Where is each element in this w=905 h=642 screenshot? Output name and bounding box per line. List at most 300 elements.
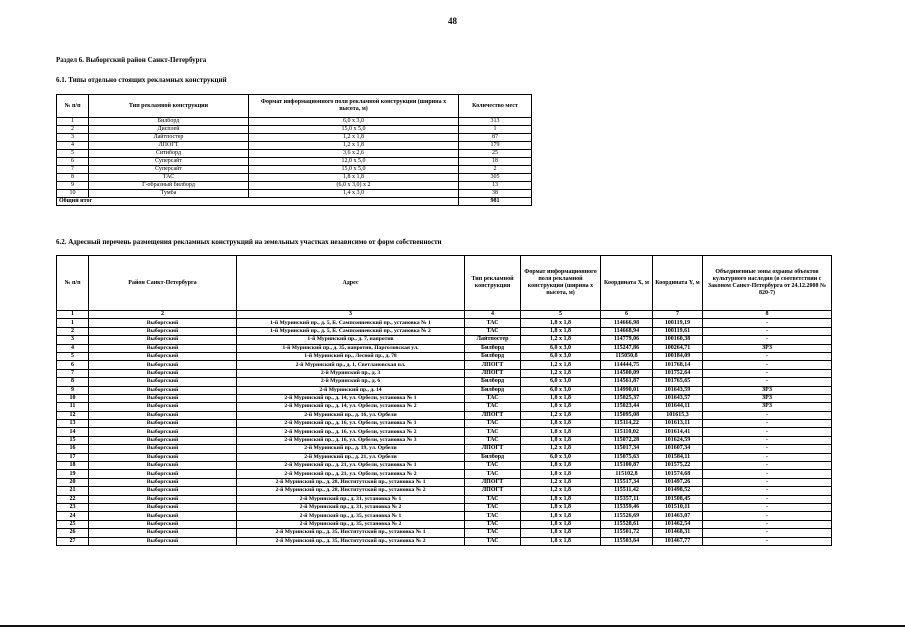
table-row <box>57 403 832 411</box>
table-cell: 101574,68 <box>653 470 703 478</box>
table-row <box>57 158 532 166</box>
total-label: Общий итог <box>57 198 459 206</box>
table-cell: 5 <box>57 352 89 360</box>
table-cell: ТАС <box>465 529 521 537</box>
table-cell: 12,0 x 5,0 <box>249 158 459 166</box>
table-cell: 1 <box>57 118 89 126</box>
table-cell: 1,2 x 1,8 <box>249 142 459 150</box>
table-cell: 1,4 x 3,0 <box>249 190 459 198</box>
table-cell: 101624,59 <box>653 436 703 444</box>
column-header: Адрес <box>237 256 465 311</box>
section-title: Раздел 6. Выборгский район Санкт-Петербурга <box>56 56 207 64</box>
table-cell: Выборгский <box>89 503 237 511</box>
table-cell: 115359,46 <box>601 503 653 511</box>
table-cell: 15,0 x 5,0 <box>249 166 459 174</box>
table-cell: 313 <box>459 118 532 126</box>
table-cell: Билборд <box>465 453 521 461</box>
table-cell: 1,8 x 1,8 <box>521 503 601 511</box>
table-cell: 1-й Муринский пр., д. 5, Б. Сампсониевский пр., установка № 1 <box>237 319 465 327</box>
table-cell: 2-й Муринский пр., д. 35, Институтский пр., установка № 1 <box>237 529 465 537</box>
table-cell: 1,8 x 1,8 <box>521 319 601 327</box>
table-cell: 27 <box>57 537 89 545</box>
table-cell: - <box>703 336 832 344</box>
table-cell: Выборгский <box>89 495 237 503</box>
table-cell: 115114,22 <box>601 420 653 428</box>
table-cell: ТАС <box>465 462 521 470</box>
table-cell: - <box>703 512 832 520</box>
table-cell: ТАС <box>465 503 521 511</box>
table-cell: 1,2 x 1,8 <box>521 487 601 495</box>
table-cell: 1,8 x 1,8 <box>521 537 601 545</box>
table-cell: 2-й Муринский пр., д. 16, ул. Орбели, установка № 1 <box>237 420 465 428</box>
table-cell: 101584,11 <box>653 453 703 461</box>
table-cell: - <box>703 537 832 545</box>
table-cell: 19 <box>57 470 89 478</box>
table-cell: 2-й Муринский пр., д. 31, установка № 2 <box>237 503 465 511</box>
table-cell: ТАС <box>465 495 521 503</box>
table-cell: 2 <box>57 327 89 335</box>
table-cell: 21 <box>57 487 89 495</box>
table-body <box>57 319 832 546</box>
table-cell: Лайтпостер <box>465 336 521 344</box>
table-cell: Выборгский <box>89 420 237 428</box>
table-cell: 101462,54 <box>653 520 703 528</box>
table-cell: 11 <box>57 403 89 411</box>
table-cell: 1,8 x 1,8 <box>521 394 601 402</box>
table-cell: 24 <box>57 512 89 520</box>
table-cell: 2 <box>57 126 89 134</box>
table-cell: - <box>703 352 832 360</box>
column-header: Тип рекламной конструкции <box>465 256 521 311</box>
table-row <box>57 166 532 174</box>
table-cell: 1 <box>459 126 532 134</box>
table-cell: ТАС <box>465 420 521 428</box>
table-cell: - <box>703 520 832 528</box>
table-cell: 1,2 x 1,8 <box>521 361 601 369</box>
table-cell: ТАС <box>465 436 521 444</box>
table-cell: - <box>703 445 832 453</box>
table-cell: 14 <box>57 428 89 436</box>
table-cell: Г-образный билборд <box>89 182 249 190</box>
table-cell: 15,0 x 5,0 <box>249 126 459 134</box>
table-cell: 115528,61 <box>601 520 653 528</box>
table-cell: 6 <box>57 361 89 369</box>
table-cell: 1-й Муринский пр., д. 5, Б. Сампсониевский пр., установка № 2 <box>237 327 465 335</box>
table-cell: 4 <box>57 344 89 352</box>
table-row <box>57 378 832 386</box>
page-number: 48 <box>448 16 457 26</box>
column-number: 5 <box>521 311 601 319</box>
table-cell: 114779,06 <box>601 336 653 344</box>
table-cell: ЗРЗ <box>703 386 832 394</box>
table-cell: 8 <box>57 378 89 386</box>
table-cell: 6,0 x 3,0 <box>521 453 601 461</box>
table-cell: Билборд <box>465 378 521 386</box>
table-row <box>57 520 832 528</box>
table-cell: Дисплей <box>89 126 249 134</box>
table-cell: 3,6 x 2,6 <box>249 150 459 158</box>
table-cell: Выборгский <box>89 470 237 478</box>
table-row <box>57 361 832 369</box>
table-cell: 5 <box>57 150 89 158</box>
column-header: Количество мест <box>459 95 532 118</box>
table-cell: Выборгский <box>89 436 237 444</box>
table-cell: ЗРЗ <box>703 344 832 352</box>
table-cell: 101463,07 <box>653 512 703 520</box>
table-cell: - <box>703 420 832 428</box>
table-cell: Выборгский <box>89 529 237 537</box>
table-row <box>57 369 832 377</box>
table-cell: - <box>703 428 832 436</box>
table-cell: Тумба <box>89 190 249 198</box>
table-row <box>57 428 832 436</box>
table-header-row <box>57 256 832 311</box>
column-number: 4 <box>465 311 521 319</box>
table-cell: - <box>703 529 832 537</box>
table-cell: - <box>703 369 832 377</box>
table-cell: Выборгский <box>89 428 237 436</box>
table-cell: - <box>703 361 832 369</box>
table-row <box>57 386 832 394</box>
table-cell: ТАС <box>465 512 521 520</box>
table-cell: 100119,19 <box>653 319 703 327</box>
column-number: 6 <box>601 311 653 319</box>
table-cell: ЛПОГТ <box>465 411 521 419</box>
table-cell: ТАС <box>465 428 521 436</box>
table-cell: Выборгский <box>89 378 237 386</box>
table-cell: ТАС <box>89 174 249 182</box>
table-cell: 2-й Муринский пр., д. 1, Светлановская пл. <box>237 361 465 369</box>
table-cell: 1,8 x 1,8 <box>521 403 601 411</box>
table-cell: 1,8 x 1,8 <box>521 327 601 335</box>
table-cell: 101615,3 <box>653 411 703 419</box>
table-cell: 1 <box>57 319 89 327</box>
table-cell: 1,8 x 1,8 <box>521 436 601 444</box>
table-row <box>57 134 532 142</box>
table-cell: 100119,61 <box>653 327 703 335</box>
table-cell: 2-й Муринский пр., д. 14, ул. Орбели, установка № 1 <box>237 394 465 402</box>
table-row <box>57 487 832 495</box>
table-cell: Выборгский <box>89 361 237 369</box>
column-header: Формат информационного поля рекламной конструкции (ширина x высота, м) <box>521 256 601 311</box>
table-cell: Выборгский <box>89 369 237 377</box>
table-cell: 10 <box>57 190 89 198</box>
table-cell: 100184,09 <box>653 352 703 360</box>
table-cell: ЗРЗ <box>703 403 832 411</box>
table-cell: 2-й Муринский пр., д. 16, ул. Орбели, установка № 2 <box>237 428 465 436</box>
table-cell: 115050,8 <box>601 352 653 360</box>
table-cell: 25 <box>459 150 532 158</box>
table-cell: 101575,22 <box>653 462 703 470</box>
table-row <box>57 344 832 352</box>
table-row <box>57 150 532 158</box>
table-cell: 1,8 x 1,8 <box>521 520 601 528</box>
table-cell: ЛПОГТ <box>465 445 521 453</box>
table-cell: 101765,65 <box>653 378 703 386</box>
table-cell: Суперсайт <box>89 166 249 174</box>
table-cell: 2-й Муринский пр., д. 16, ул. Орбели, установка № 3 <box>237 436 465 444</box>
column-header: Формат информационного поля рекламной конструкции (ширина x высота, м) <box>249 95 459 118</box>
table-cell: 114444,75 <box>601 361 653 369</box>
table-row <box>57 352 832 360</box>
table-cell: 115526,69 <box>601 512 653 520</box>
table-row <box>57 336 832 344</box>
total-value: 981 <box>459 198 532 206</box>
table-cell: - <box>703 470 832 478</box>
table-cell: 4 <box>57 142 89 150</box>
column-number: 2 <box>89 311 237 319</box>
table-cell: 114666,98 <box>601 319 653 327</box>
table-cell: 23 <box>57 503 89 511</box>
table-cell: 2-й Муринский пр., д. 35, Институтский пр., установка № 2 <box>237 537 465 545</box>
table-cell: 7 <box>57 369 89 377</box>
table-cell: 101510,11 <box>653 503 703 511</box>
table-cell: ТАС <box>465 470 521 478</box>
table-cell: 2-й Муринский пр., д. 31, установка № 1 <box>237 495 465 503</box>
table-cell: (6,0 x 3,0) x 2 <box>249 182 459 190</box>
table-cell: Билборд <box>465 386 521 394</box>
table-cell: Выборгский <box>89 352 237 360</box>
table-row <box>57 319 832 327</box>
table-cell: 115102,8 <box>601 470 653 478</box>
table-row <box>57 445 832 453</box>
table-row <box>57 537 832 545</box>
table-cell: 1,2 x 1,8 <box>521 336 601 344</box>
table-row <box>57 503 832 511</box>
table-row <box>57 453 832 461</box>
subsection-1-title: 6.1. Типы отдельно стоящих рекламных конструкций <box>56 76 227 84</box>
table-cell: Выборгский <box>89 478 237 486</box>
table-cell: 8 <box>57 174 89 182</box>
table-cell: 7 <box>57 166 89 174</box>
table-row <box>57 394 832 402</box>
table-cell: 101468,31 <box>653 529 703 537</box>
table-row <box>57 512 832 520</box>
column-number: 8 <box>703 311 832 319</box>
column-header: № п/п <box>57 256 89 311</box>
table-cell: 101613,11 <box>653 420 703 428</box>
table-cell: 101752,64 <box>653 369 703 377</box>
table-cell: 38 <box>459 190 532 198</box>
table-cell: 1,8 x 1,8 <box>521 512 601 520</box>
table-cell: 179 <box>459 142 532 150</box>
table-cell: 2-й Муринский пр., д. 28, Институтский пр., установка № 2 <box>237 487 465 495</box>
column-number: 3 <box>237 311 465 319</box>
table-cell: 2-й Муринский пр., д. 14, ул. Орбели, установка № 2 <box>237 403 465 411</box>
table-cell: 6,0 x 3,0 <box>521 386 601 394</box>
table-cell: 16 <box>57 445 89 453</box>
table-cell: 22 <box>57 495 89 503</box>
table-cell: Выборгский <box>89 336 237 344</box>
table-cell: 101644,11 <box>653 403 703 411</box>
table-body <box>57 118 532 198</box>
table-row <box>57 495 832 503</box>
table-row <box>57 478 832 486</box>
table-cell: Суперсайт <box>89 158 249 166</box>
table-cell: ТАС <box>465 403 521 411</box>
table-cell: ТАС <box>465 327 521 335</box>
table-cell: Выборгский <box>89 319 237 327</box>
table-cell: Билборд <box>465 352 521 360</box>
table-cell: 1,2 x 1,8 <box>249 134 459 142</box>
table-cell: - <box>703 495 832 503</box>
table-cell: 1,2 x 1,8 <box>521 445 601 453</box>
table-cell: 2-й Муринский пр., д. 6 <box>237 378 465 386</box>
table-row <box>57 190 532 198</box>
table-cell: 2-й Муринский пр., д. 21, ул. Орбели, установка № 1 <box>237 462 465 470</box>
table-cell: ЛПОГТ <box>465 361 521 369</box>
column-number: 1 <box>57 311 89 319</box>
table-cell: 1,2 x 1,8 <box>521 369 601 377</box>
column-header: Тип рекламной конструкции <box>89 95 249 118</box>
table-cell: 87 <box>459 134 532 142</box>
table-cell: Выборгский <box>89 453 237 461</box>
table-cell: 115095,08 <box>601 411 653 419</box>
table-cell: 115501,72 <box>601 529 653 537</box>
table-row <box>57 462 832 470</box>
table-cell: 2-й Муринский пр., д. 35, установка № 1 <box>237 512 465 520</box>
table-cell: Ситиборд <box>89 150 249 158</box>
table-cell: Выборгский <box>89 327 237 335</box>
table-cell: 18 <box>459 158 532 166</box>
table-row <box>57 182 532 190</box>
table-cell: 3 <box>57 134 89 142</box>
table-cell: 2-й Муринский пр., д. 28, Институтский пр., установка № 1 <box>237 478 465 486</box>
table-cell: Лайтпостер <box>89 134 249 142</box>
table-cell: 10 <box>57 394 89 402</box>
table-cell: 115075,63 <box>601 453 653 461</box>
table-cell: 15 <box>57 436 89 444</box>
table-cell: 2-й Муринский пр., д. 3 <box>237 369 465 377</box>
table-cell: - <box>703 462 832 470</box>
table-cell: Билборд <box>465 344 521 352</box>
table-cell: ЗРЗ <box>703 394 832 402</box>
table-cell: Выборгский <box>89 520 237 528</box>
table-cell: 6,0 x 3,0 <box>521 352 601 360</box>
table-row <box>57 420 832 428</box>
table-cell: ЛПОГТ <box>465 487 521 495</box>
table-cell: 2-й Муринский пр., д. 16, ул. Орбели <box>237 411 465 419</box>
table-cell: 6,0 x 3,0 <box>521 344 601 352</box>
table-cell: 1,8 x 1,8 <box>521 529 601 537</box>
table-cell: Выборгский <box>89 537 237 545</box>
table-cell: 100264,71 <box>653 344 703 352</box>
table-cell: 115110,02 <box>601 428 653 436</box>
table-cell: 2-й Муринский пр., д. 35, установка № 2 <box>237 520 465 528</box>
table-cell: 101643,59 <box>653 386 703 394</box>
column-header: Район Санкт-Петербурга <box>89 256 237 311</box>
ad-placement-address-table <box>56 255 832 546</box>
table-cell: - <box>703 453 832 461</box>
table-header-row <box>57 95 532 118</box>
subsection-2-title: 6.2. Адресный перечень размещения рекламных конструкций на земельных участках независимо от форм собственности <box>56 238 442 246</box>
table-cell: 1-й Муринский пр., Лесной пр., д. 78 <box>237 352 465 360</box>
table-cell: 1,8 x 1,8 <box>521 470 601 478</box>
table-cell: 115017,34 <box>601 445 653 453</box>
table-cell: Выборгский <box>89 344 237 352</box>
table-cell: 13 <box>57 420 89 428</box>
table-row <box>57 529 832 537</box>
table-cell: 9 <box>57 182 89 190</box>
table-cell: 26 <box>57 529 89 537</box>
table-cell: ТАС <box>465 520 521 528</box>
table-cell: 115503,64 <box>601 537 653 545</box>
ad-structure-types-table <box>56 94 532 206</box>
table-cell: 1-й Муринский пр., д. 7, напротив <box>237 336 465 344</box>
table-cell: ЛПОГТ <box>89 142 249 150</box>
table-row <box>57 411 832 419</box>
column-header: Координата Y, м <box>653 256 703 311</box>
table-cell: 101467,77 <box>653 537 703 545</box>
table-cell: 101768,14 <box>653 361 703 369</box>
total-row <box>57 198 532 206</box>
table-cell: Выборгский <box>89 411 237 419</box>
table-cell: Выборгский <box>89 386 237 394</box>
column-number-row <box>57 311 832 319</box>
table-cell: 101498,52 <box>653 487 703 495</box>
table-cell: 114561,87 <box>601 378 653 386</box>
table-cell: ЛПОГТ <box>465 369 521 377</box>
table-cell: 1,8 x 1,8 <box>521 420 601 428</box>
table-cell: 2 <box>459 166 532 174</box>
table-cell: - <box>703 327 832 335</box>
table-cell: - <box>703 378 832 386</box>
table-cell: Выборгский <box>89 512 237 520</box>
table-cell: Выборгский <box>89 462 237 470</box>
table-cell: 305 <box>459 174 532 182</box>
page-bottom-edge <box>0 625 905 642</box>
table-cell: 115025,37 <box>601 394 653 402</box>
table-cell: 115100,87 <box>601 462 653 470</box>
table-cell: Выборгский <box>89 487 237 495</box>
table-cell: 13 <box>459 182 532 190</box>
column-header: Координата X, м <box>601 256 653 311</box>
table-cell: 115517,34 <box>601 478 653 486</box>
table-cell: 101497,26 <box>653 478 703 486</box>
table-cell: ТАС <box>465 394 521 402</box>
table-cell: 25 <box>57 520 89 528</box>
column-header: Объединенные зоны охраны объектов культурного наследия (в соответствии с Законом Санкт-Петербурга от 24.12.2008 № 820-7) <box>703 256 832 311</box>
table-cell: - <box>703 411 832 419</box>
table-row <box>57 126 532 134</box>
table-cell: 115072,28 <box>601 436 653 444</box>
table-cell: 6,0 x 3,0 <box>521 378 601 386</box>
table-cell: 101643,57 <box>653 394 703 402</box>
table-row <box>57 436 832 444</box>
table-cell: 6 <box>57 158 89 166</box>
table-cell: 9 <box>57 386 89 394</box>
table-cell: 20 <box>57 478 89 486</box>
table-cell: 1-й Муринский пр., д. 35, напротив, Парголовская ул. <box>237 344 465 352</box>
table-cell: 114990,01 <box>601 386 653 394</box>
table-cell: 101508,45 <box>653 495 703 503</box>
table-row <box>57 142 532 150</box>
table-cell: 1,8 x 1,8 <box>249 174 459 182</box>
table-cell: 17 <box>57 453 89 461</box>
table-cell: 100160,38 <box>653 336 703 344</box>
table-cell: ТАС <box>465 537 521 545</box>
table-cell: ЛПОГТ <box>465 478 521 486</box>
table-cell: 12 <box>57 411 89 419</box>
table-cell: 1,2 x 1,8 <box>521 478 601 486</box>
table-cell: - <box>703 478 832 486</box>
table-cell: 114668,94 <box>601 327 653 335</box>
table-cell: 101614,41 <box>653 428 703 436</box>
table-row <box>57 470 832 478</box>
table-row <box>57 327 832 335</box>
table-cell: 2-й Муринский пр., д. 19, ул. Орбели <box>237 445 465 453</box>
table-cell: - <box>703 487 832 495</box>
